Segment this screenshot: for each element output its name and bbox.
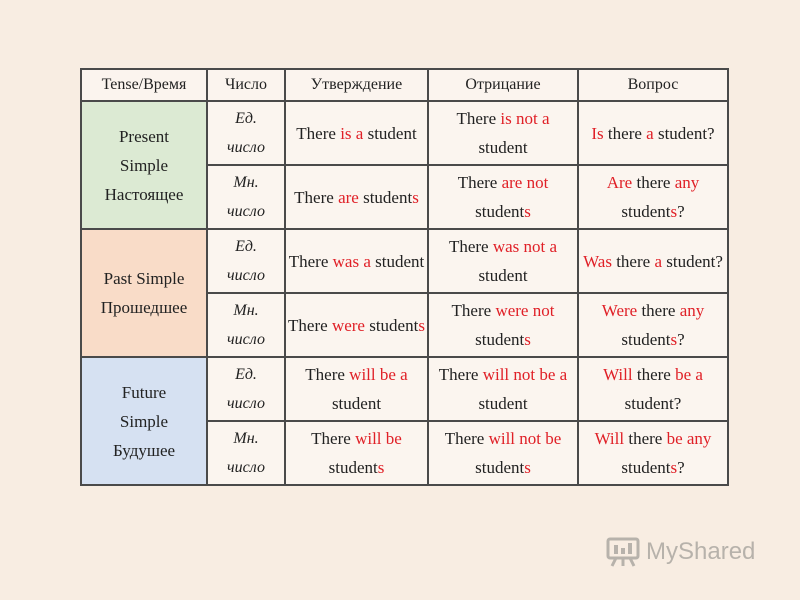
header-row	[81, 69, 728, 101]
table-body	[81, 101, 728, 485]
plain-text: There	[288, 251, 333, 271]
plain-text: student	[621, 202, 671, 221]
plain-text: student	[475, 330, 525, 349]
highlighted-text: a	[654, 251, 662, 271]
highlighted-text: s	[670, 330, 678, 349]
plain-text: There	[294, 187, 339, 207]
number-label-line: Мн.	[233, 430, 259, 447]
plain-text: student	[478, 394, 528, 413]
plain-text: There	[311, 429, 356, 448]
number-label-line: число	[227, 459, 265, 476]
negative-cell-future-singular	[428, 357, 578, 421]
plain-text: student	[328, 458, 378, 477]
plain-text: student	[364, 315, 419, 335]
plain-text: student	[478, 266, 528, 285]
header-question: Вопрос	[578, 69, 728, 101]
number-cell-singular	[207, 101, 285, 165]
highlighted-text: Are	[606, 173, 633, 192]
plain-text: student	[478, 138, 528, 157]
table-row	[81, 229, 728, 293]
number-cell-singular	[207, 229, 285, 293]
tense-label-line: Simple	[119, 155, 169, 175]
highlighted-text: any	[674, 173, 700, 192]
plain-text: there	[632, 365, 676, 384]
highlighted-text: were not	[495, 301, 555, 320]
highlighted-text: Will	[594, 429, 625, 448]
negative-cell-present-plural	[428, 165, 578, 229]
highlighted-text: Were	[601, 301, 638, 320]
number-cell-plural	[207, 421, 285, 485]
highlighted-text: will not be	[488, 429, 562, 448]
negative-cell-past-plural	[428, 293, 578, 357]
plain-text: student	[370, 251, 425, 271]
affirmative-cell-past-singular	[285, 229, 428, 293]
highlighted-text: Was	[583, 251, 612, 271]
plain-text: there	[632, 173, 675, 192]
highlighted-text: was not a	[492, 237, 558, 256]
tense-label-line: Simple	[119, 411, 169, 431]
highlighted-text: are	[338, 187, 359, 207]
plain-text: student?	[653, 123, 715, 143]
highlighted-text: s	[670, 458, 678, 477]
number-label-line: число	[227, 267, 265, 284]
plain-text: there	[624, 429, 667, 448]
plain-text: student	[475, 458, 525, 477]
highlighted-text: is a	[340, 123, 364, 143]
plain-text: student?	[624, 394, 682, 413]
plain-text: student?	[661, 251, 723, 271]
tense-label-line: Present	[118, 126, 170, 146]
affirmative-cell-future-singular	[285, 357, 428, 421]
highlighted-text: are not	[501, 173, 549, 192]
number-label-line: Ед.	[235, 366, 257, 383]
plain-text: ?	[677, 330, 685, 349]
highlighted-text: be a	[675, 365, 703, 384]
affirmative-cell-present-singular	[285, 101, 428, 165]
watermark-logo	[606, 537, 755, 567]
negative-cell-future-plural	[428, 421, 578, 485]
highlighted-text: s	[524, 458, 531, 477]
plain-text: student	[331, 394, 382, 413]
tense-cell-past	[81, 229, 207, 357]
highlighted-text: be any	[666, 429, 712, 448]
number-label-line: число	[227, 331, 265, 348]
tense-label-line: Прошедшее	[100, 298, 188, 317]
plain-text: There	[451, 301, 496, 320]
highlighted-text: a	[646, 123, 654, 143]
watermark-text: MyShared	[646, 538, 756, 565]
highlighted-text: s	[524, 330, 531, 349]
number-label-line: Мн.	[233, 302, 259, 319]
negative-cell-past-singular	[428, 229, 578, 293]
tense-cell-future	[81, 357, 207, 485]
highlighted-text: s	[524, 202, 531, 221]
highlighted-text: were	[331, 315, 365, 335]
plain-text: ?	[677, 458, 685, 477]
plain-text: student	[475, 202, 525, 221]
plain-text: There	[456, 109, 501, 128]
question-cell-present-plural	[578, 165, 728, 229]
plain-text: There	[305, 365, 350, 384]
plain-text: There	[448, 237, 493, 256]
number-label-line: Ед.	[235, 238, 257, 255]
plain-text: There	[296, 123, 341, 143]
presentation-board-icon	[606, 537, 640, 567]
header-tense: Tense/Время	[81, 69, 207, 101]
number-label-line: число	[227, 203, 265, 220]
plain-text: There	[444, 429, 489, 448]
plain-text: ?	[677, 202, 685, 221]
plain-text: student	[358, 187, 413, 207]
header-negative: Отрицание	[428, 69, 578, 101]
number-cell-plural	[207, 293, 285, 357]
table-row	[81, 357, 728, 421]
header-number: Число	[207, 69, 285, 101]
question-cell-past-plural	[578, 293, 728, 357]
affirmative-cell-past-plural	[285, 293, 428, 357]
negative-cell-present-singular	[428, 101, 578, 165]
plain-text: there	[637, 301, 680, 320]
number-cell-singular	[207, 357, 285, 421]
question-cell-future-plural	[578, 421, 728, 485]
plain-text: there	[611, 251, 655, 271]
highlighted-text: was a	[332, 251, 371, 271]
plain-text: student	[363, 123, 417, 143]
highlighted-text: s	[670, 202, 678, 221]
question-cell-future-singular	[578, 357, 728, 421]
tense-cell-present	[81, 101, 207, 229]
highlighted-text: s	[377, 458, 385, 477]
highlighted-text: is not a	[500, 109, 550, 128]
plain-text: There	[288, 315, 332, 335]
highlighted-text: will be	[355, 429, 402, 448]
highlighted-text: will not be a	[482, 365, 568, 384]
plain-text: there	[603, 123, 647, 143]
number-label-line: Ед.	[235, 110, 257, 127]
tense-label-line: Настоящее	[104, 184, 184, 204]
number-label-line: число	[227, 395, 265, 412]
highlighted-text: s	[418, 315, 425, 335]
tense-label-line: Будушее	[112, 440, 176, 460]
header-affirmative: Утверждение	[285, 69, 428, 101]
tense-label-line: Future	[121, 382, 167, 402]
tense-label-line: Past Simple	[103, 269, 185, 288]
table-row	[81, 101, 728, 165]
plain-text: student	[621, 330, 671, 349]
affirmative-cell-future-plural	[285, 421, 428, 485]
highlighted-text: s	[412, 187, 419, 207]
highlighted-text: Will	[603, 365, 633, 384]
affirmative-cell-present-plural	[285, 165, 428, 229]
number-label-line: Мн.	[233, 174, 259, 191]
tense-table	[80, 68, 729, 486]
plain-text: There	[438, 365, 483, 384]
plain-text: student	[621, 458, 671, 477]
question-cell-present-singular	[578, 101, 728, 165]
highlighted-text: will be a	[349, 365, 408, 384]
question-cell-past-singular	[578, 229, 728, 293]
highlighted-text: any	[679, 301, 705, 320]
highlighted-text: Is	[591, 123, 604, 143]
number-cell-plural	[207, 165, 285, 229]
plain-text: There	[457, 173, 502, 192]
number-label-line: число	[227, 139, 265, 156]
